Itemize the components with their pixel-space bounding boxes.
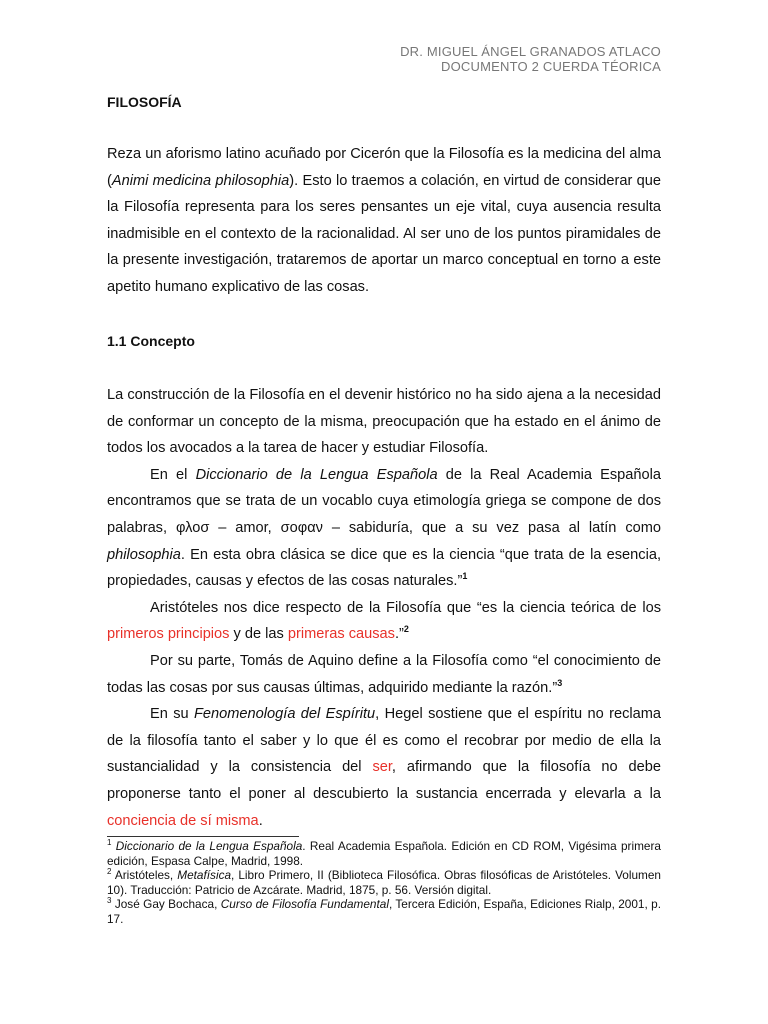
- footnote-ref-1[interactable]: 1: [462, 571, 468, 582]
- p4-text: Por su parte, Tomás de Aquino define a la Filosofía como “el conocimiento de todas las cosas por sus causas últimas, adquirido mediante la razón.”: [107, 652, 661, 696]
- footnote-mark: 2: [107, 867, 112, 877]
- paragraph-3: [107, 595, 661, 648]
- highlight-primeros-principios: primeros principios: [107, 626, 230, 643]
- hegel-work-title: Fenomenología del Espíritu: [194, 706, 376, 723]
- footnote-mark: 3: [107, 896, 112, 906]
- paragraph-1: La construcción de la Filosofía en el devenir histórico no ha sido ajena a la necesidad de conformar un concepto de la misma, preocupación que ha estado en el ánimo de todos los avocados a la tarea de hacer y estudiar Filosofía.: [107, 387, 661, 457]
- p2-text: de la Real Academia Española encontramos que se trata de un vocablo cuya etimología griega se compone de dos palabras,: [107, 466, 661, 536]
- highlight-ser: ser: [372, 759, 392, 776]
- paragraph-2: [107, 462, 661, 595]
- footnote-divider: [107, 836, 299, 837]
- footnote-text: . Real Academia Española. Edición en CD ROM, Vigésima primera edición, Espasa Calpe, Madrid, 1998.: [107, 839, 661, 868]
- highlight-conciencia: conciencia de sí misma: [107, 812, 259, 829]
- p5-text: En su: [150, 706, 195, 723]
- intro-text-cont: ). Esto lo traemos a colación, en virtud de considerar que la Filosofía representa para los seres pensantes un eje vital, cuya ausencia resulta inadmisible en el contexto de la racionalidad. Al ser uno de los puntos piramidales de la presente investigación, trataremos de aportar un marco conceptual en torno a este apetito humano explicativo de las cosas.: [107, 172, 661, 295]
- intro-paragraph: [107, 141, 661, 301]
- latin-word: philosophia: [107, 546, 181, 563]
- p2-text: – sabiduría, que a su vez pasa al latín como: [322, 519, 662, 536]
- paragraph-5: [107, 701, 661, 834]
- footnote-3: [107, 897, 661, 926]
- footnote-work-title: Metafísica: [177, 868, 232, 883]
- footnote-text: Aristóteles,: [111, 868, 178, 883]
- greek-word-sophia: σοφαν: [280, 519, 323, 536]
- highlight-primeras-causas: primeras causas: [287, 626, 395, 643]
- footnote-2: [107, 868, 661, 897]
- document-title: FILOSOFÍA: [107, 94, 182, 110]
- footnote-ref-2[interactable]: 2: [403, 624, 409, 635]
- p5-text: , afirmando que la filosofía no debe proponerse tanto el poner al descubierto la sustancia encerrada y elevarla a la: [107, 759, 661, 802]
- p2-text: – amor,: [209, 519, 281, 536]
- footnote-work-title: Curso de Filosofía Fundamental: [220, 897, 389, 912]
- footnote-work-title: Diccionario de la Lengua Española: [115, 839, 303, 853]
- latin-phrase: Animi medicina philosophia: [111, 172, 290, 189]
- footnotes: [107, 839, 661, 927]
- p5-text: , Hegel sostiene que el espíritu no reclama de la filosofía tanto el saber y lo que él es como el recobrar por medio de ella la sustancialidad y la consistencia del: [107, 706, 661, 776]
- header-author: DR. MIGUEL ÁNGEL GRANADOS ATLACO: [400, 44, 661, 59]
- footnote-1: [107, 839, 661, 868]
- footnote-text: José Gay Bochaca,: [111, 897, 221, 912]
- footnote-text: , Tercera Edición, España, Ediciones Rialp, 2001, p. 17.: [107, 897, 661, 926]
- footnote-text: , Libro Primero, II (Biblioteca Filosófica. Obras filosóficas de Aristóteles. Volumen 10). Traducción: Patricio de Azcárate. Madrid, 1875, p. 56. Versión digital.: [107, 868, 661, 897]
- p3-text: Aristóteles nos dice respecto de la Filosofía que “es la ciencia teórica de los: [150, 599, 661, 616]
- p2-text: . En esta obra clásica se dice que es la ciencia “que trata de la esencia, propiedades, causas y efectos de las cosas naturales.”: [107, 546, 661, 590]
- footnote-mark: 1: [107, 838, 112, 848]
- intro-text: Reza un aforismo latino acuñado por Cicerón que la Filosofía es la medicina del alma (: [107, 146, 661, 189]
- p3-text: .”: [394, 626, 404, 643]
- p2-text: En el: [150, 466, 196, 483]
- p5-text: .: [258, 812, 263, 829]
- p3-text: y de las: [229, 626, 288, 643]
- section-heading: 1.1 Concepto: [107, 333, 195, 349]
- greek-word-philos: φλοσ: [175, 519, 210, 536]
- header-document: DOCUMENTO 2 CUERDA TÉORICA: [441, 59, 661, 74]
- dictionary-title: Diccionario de la Lengua Española: [195, 466, 438, 483]
- footnote-ref-3[interactable]: 3: [557, 677, 563, 688]
- concept-body: [107, 382, 661, 834]
- page-header: [400, 44, 661, 74]
- paragraph-4: [107, 648, 661, 701]
